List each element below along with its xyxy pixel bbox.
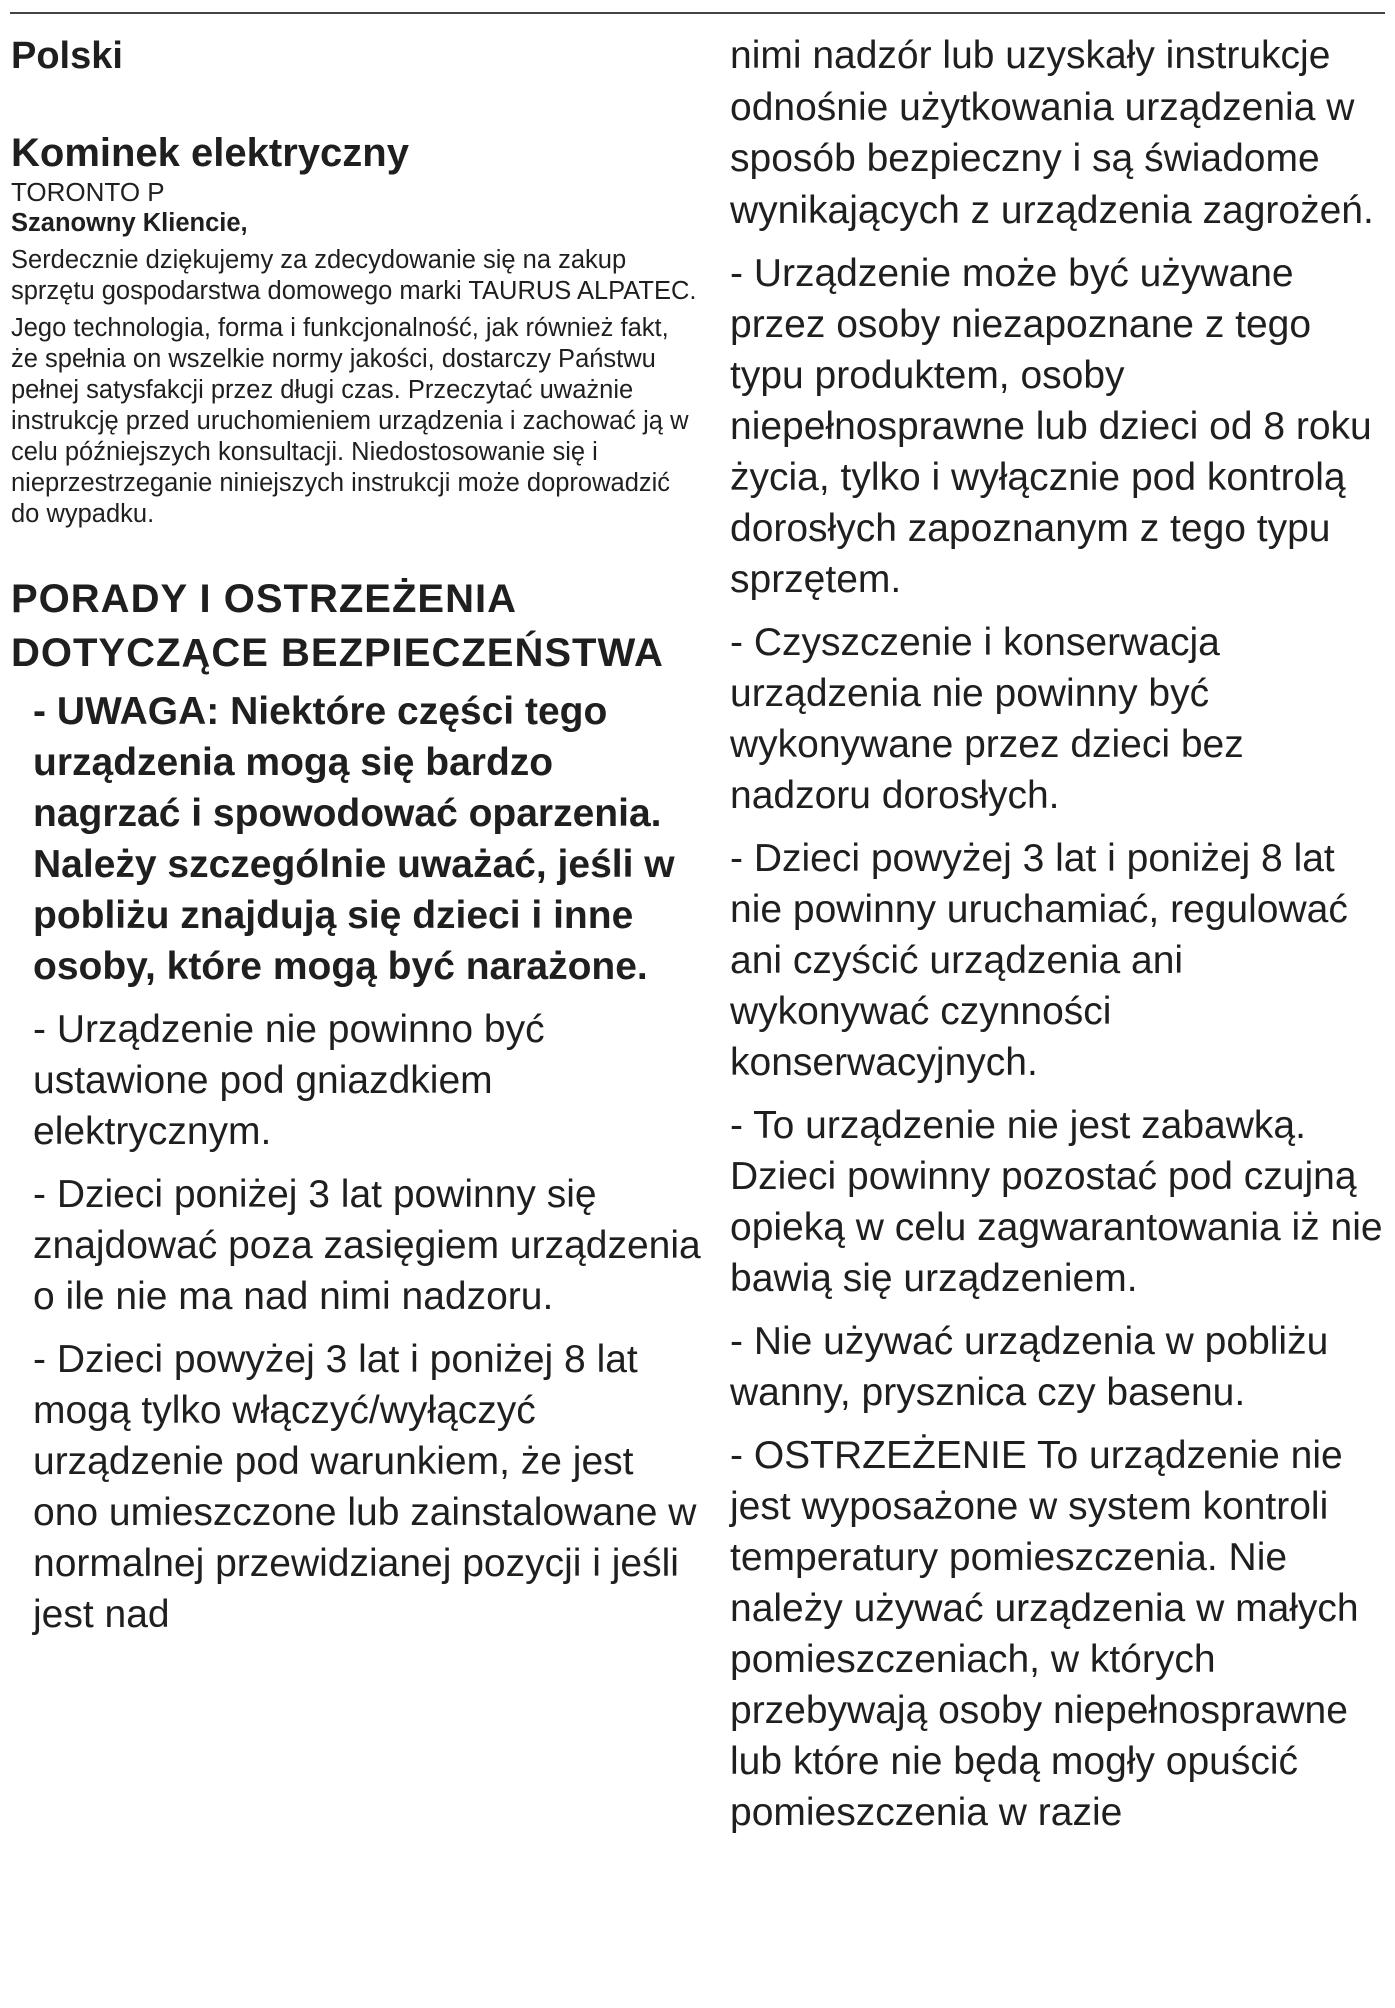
product-title: Kominek elektryczny — [11, 131, 409, 175]
warning-item-inexperienced: - Urządzenie może być używane przez osoby niezapoznane z tego typu produktem, osoby niepełnosprawne lub dzieci od 8 roku życia, tylko i wyłącznie pod kontrolą dorosłych zapoznanym z tego typu sprzętem. — [730, 252, 1372, 601]
warning-item-temperature: - OSTRZEŻENIE To urządzenie nie jest wyposażone w system kontroli temperatury pomieszczenia. Nie należy używać urządzenia w małych pomieszczeniach, w których przebywają osoby niepełnosprawne lub które nie będą mogły opuścić pomieszczenia w razie — [730, 1434, 1359, 1834]
intro-paragraph-2: Jego technologia, forma i funkcjonalność, jak również fakt, że spełnia on wszelkie normy jakości, dostarczy Państwu pełnej satysfakcji przez długi czas. Przeczytać uważnie instrukcję przed uruchomieniem urządzenia i zachować ją w celu późniejszych konsultacji. Niedostosowanie się i nieprzestrzeganie niniejszych instrukcji może doprowadzić do wypadku. — [11, 314, 689, 528]
warning-item-not-toy: - To urządzenie nie jest zabawką. Dzieci powinny pozostać pod czujną opieką w celu zagwarantowania iż nie bawią się urządzeniem. — [730, 1104, 1383, 1300]
right-column — [730, 30, 1390, 1850]
warning-item-bath: - Nie używać urządzenia w pobliżu wanny, prysznica czy basenu. — [730, 1320, 1329, 1414]
model-name: TORONTO P — [11, 177, 165, 207]
warning-item-no-operation: - Dzieci powyżej 3 lat i poniżej 8 lat nie powinny uruchamiać, regulować ani czyścić urządzenia ani wykonywać czynności konserwacyjnych. — [730, 837, 1348, 1084]
warning-item-socket: - Urządzenie nie powinno być ustawione pod gniazdkiem elektrycznym. — [33, 1008, 545, 1153]
top-rule — [10, 12, 1385, 14]
intro-paragraph-1: Serdecznie dziękujemy za zdecydowanie się na zakup sprzętu gospodarstwa domowego marki TAURUS ALPATEC. — [11, 246, 697, 305]
safety-heading: PORADY I OSTRZEŻENIA DOTYCZĄCE BEZPIECZEŃSTWA — [11, 577, 664, 675]
warning-item-heat: - UWAGA: Niektóre części tego urządzenia mogą się bardzo nagrzać i spowodować oparzenia. Należy szczególnie uważać, jeśli w pobliżu znajdują się dzieci i inne osoby, które mogą być narażone. — [33, 690, 675, 988]
continued-text: nimi nadzór lub uzyskały instrukcje odnośnie użytkowania urządzenia w sposób bezpieczny i są świadome wynikających z urządzenia zagrożeń. — [730, 34, 1374, 232]
warning-item-under-3: - Dzieci poniżej 3 lat powinny się znajdować poza zasięgiem urządzenia o ile nie ma nad nimi nadzoru. — [33, 1173, 701, 1318]
intro-section — [11, 208, 701, 530]
warning-item-3-to-8: - Dzieci powyżej 3 lat i poniżej 8 lat mogą tylko włączyć/wyłączyć urządzenie pod warunkiem, że jest ono umieszczone lub zainstalowane w normalnej przewidzianej pozycji i jeśli jest nad — [33, 1338, 697, 1636]
language-heading: Polski — [11, 35, 123, 77]
left-column — [11, 30, 701, 1652]
greeting: Szanowny Kliencie, — [11, 209, 248, 237]
warning-item-cleaning: - Czyszczenie i konserwacja urządzenia nie powinny być wykonywane przez dzieci bez nadzoru dorosłych. — [730, 621, 1244, 817]
